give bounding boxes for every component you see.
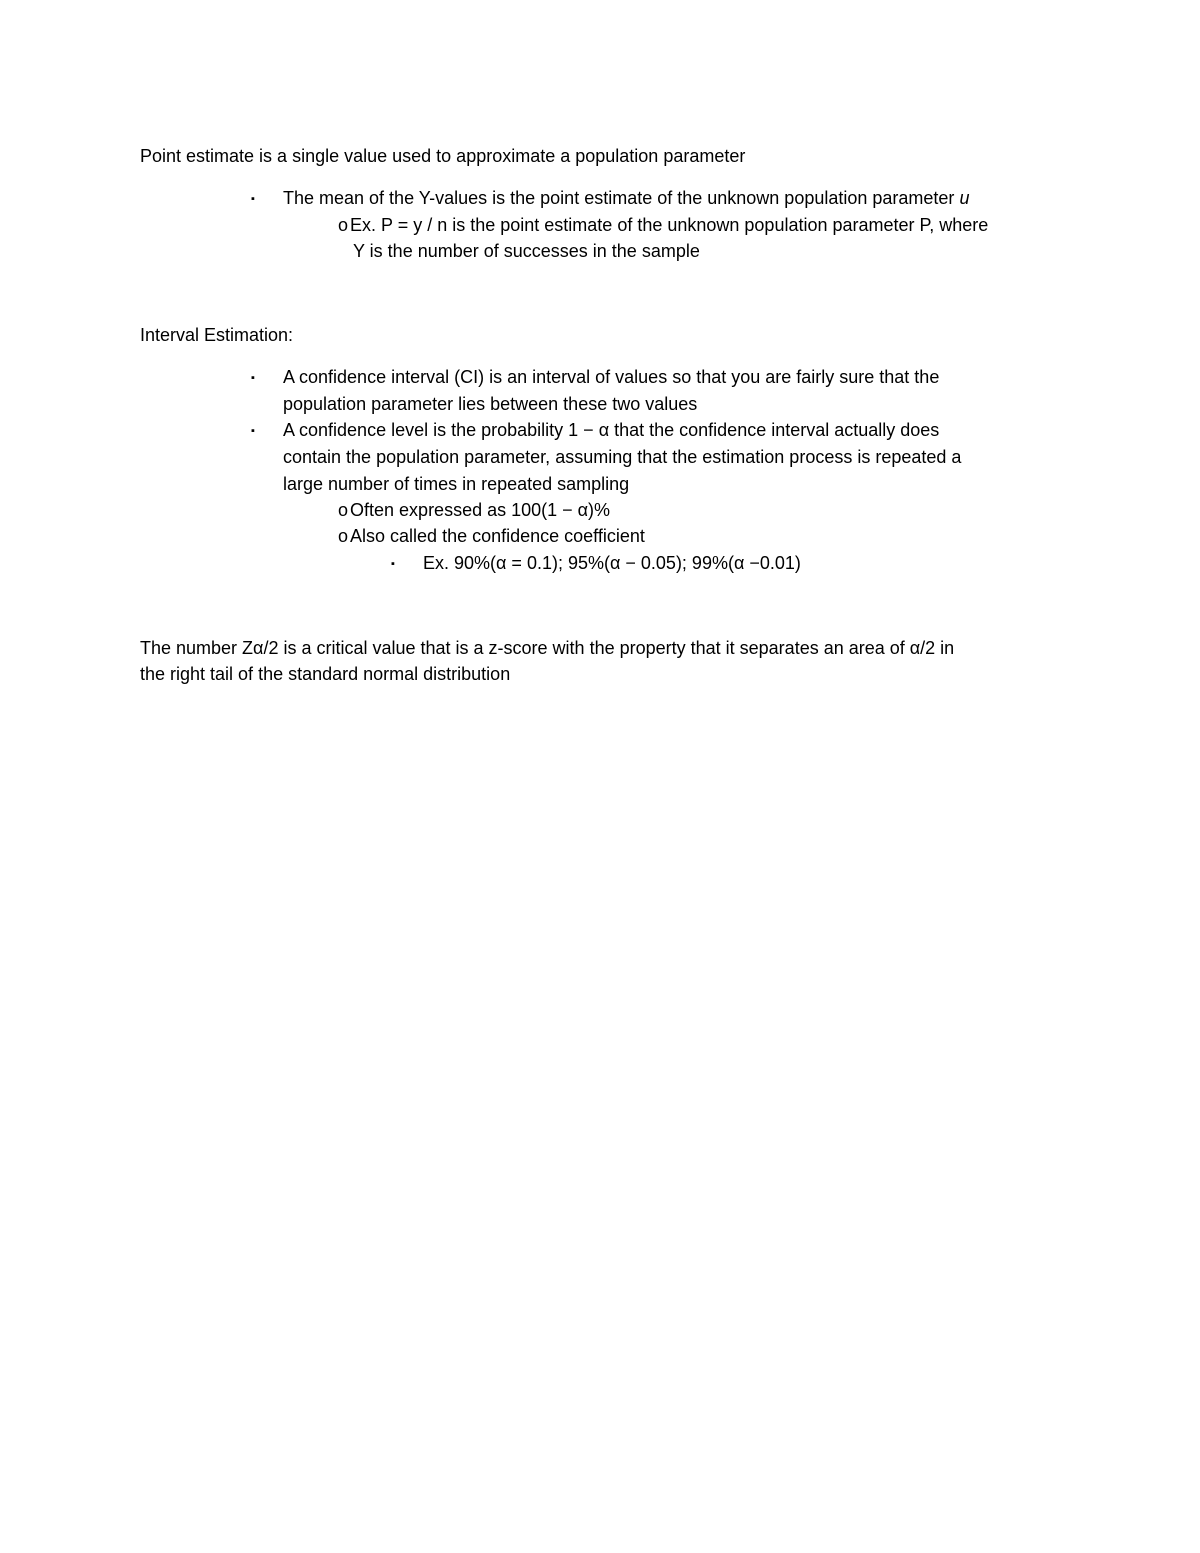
often-expressed-item <box>338 497 610 523</box>
critical-value-text-2: the right tail of the standard normal distribution <box>140 664 511 684</box>
bullet-marker: ▪ <box>251 372 255 384</box>
sub-bullet-marker: o <box>338 500 349 520</box>
critical-value-text-1: The number Zα/2 is a critical value that is a z-score with the property that it separates an area of α/2 in <box>140 638 955 658</box>
proportion-example-text-1: Ex. P = y / n is the point estimate of the unknown population parameter P, where <box>350 215 989 235</box>
often-expressed-text: Often expressed as 100(1 − α)% <box>350 500 611 520</box>
confidence-coefficient-item <box>338 523 645 549</box>
confidence-level-text-1: A confidence level is the probability 1 − α that the confidence interval actually does <box>283 420 940 440</box>
proportion-example-text-2: Y is the number of successes in the sample <box>353 241 700 261</box>
bullet-marker: ▪ <box>251 193 255 205</box>
confidence-interval-text-1: A confidence interval (CI) is an interval of values so that you are fairly sure that the <box>283 367 940 387</box>
confidence-level-text-3: large number of times in repeated sampling <box>283 474 630 494</box>
bullet-marker: ▪ <box>251 425 255 437</box>
interval-estimation-heading: Interval Estimation: <box>140 325 294 345</box>
mean-point-estimate-text: The mean of the Y-values is the point estimate of the unknown population parameter <box>283 188 960 208</box>
proportion-example-item <box>338 212 988 238</box>
population-mean-symbol: u <box>959 188 970 208</box>
confidence-examples-text: Ex. 90%(α = 0.1); 95%(α − 0.05); 99%(α −0.01) <box>423 553 801 573</box>
point-estimate-heading: Point estimate is a single value used to approximate a population parameter <box>140 146 746 166</box>
confidence-coefficient-text: Also called the confidence coefficient <box>350 526 645 546</box>
mean-point-estimate-item <box>283 185 969 211</box>
bullet-marker: ▪ <box>391 558 395 570</box>
confidence-interval-text-2: population parameter lies between these two values <box>283 394 698 414</box>
confidence-level-text-2: contain the population parameter, assuming that the estimation process is repeated a <box>283 447 962 467</box>
sub-bullet-marker: o <box>338 215 349 235</box>
sub-bullet-marker: o <box>338 526 349 546</box>
